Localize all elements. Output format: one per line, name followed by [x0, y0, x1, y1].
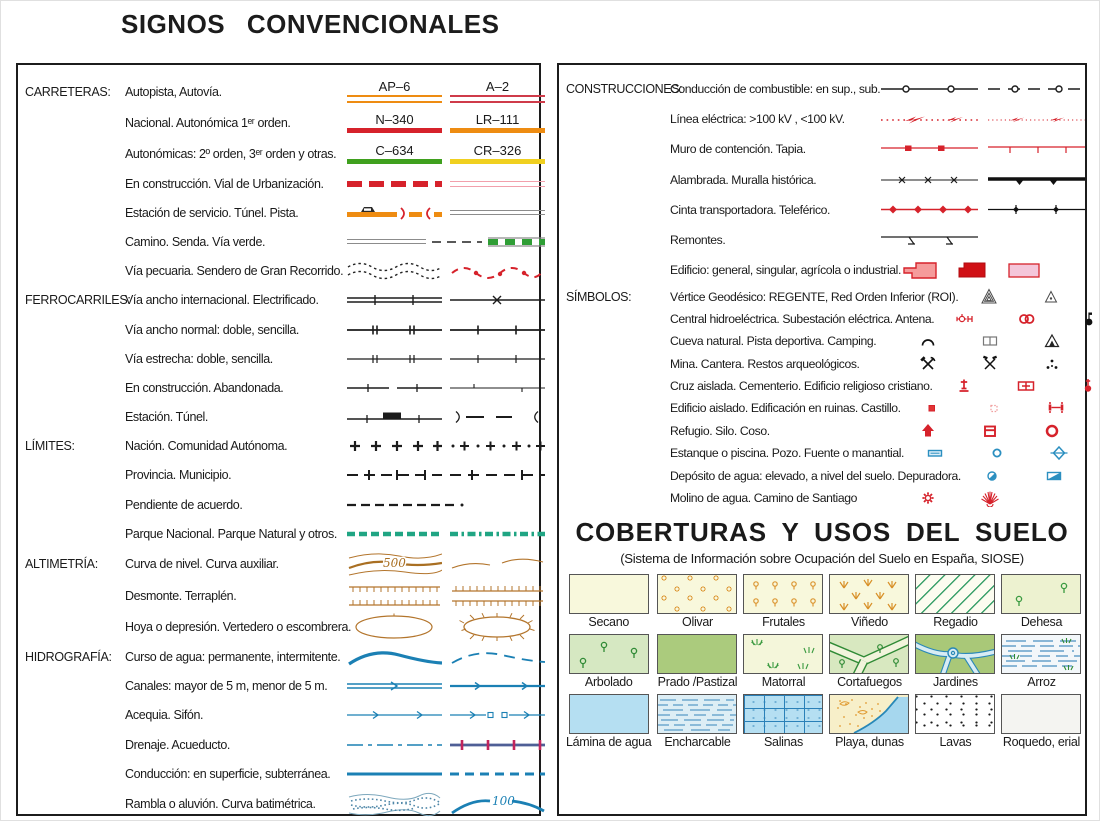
symbol-icons: [934, 310, 1100, 328]
rail-tunnel-line: [450, 410, 545, 424]
mine-icon: [919, 355, 937, 373]
legend-row: [18, 730, 539, 759]
symbol-estacion-tunel-ferro: [347, 410, 545, 424]
symbol-icons: [897, 489, 1085, 507]
pond-icon: [926, 444, 944, 462]
geodesic-vertex-roi-icon: [1042, 288, 1060, 306]
row-description: Provincia. Municipio.: [125, 468, 232, 483]
coberturas-subtitle: (Sistema de Información sobre Ocupación del Suelo en España, SIOSE): [620, 551, 1024, 567]
legend-row: [18, 286, 539, 315]
urbanization-road-line: [450, 181, 545, 187]
intermittent-stream-line: [450, 646, 545, 668]
row-description: Rambla o aluvión. Curva batimétrica.: [125, 797, 316, 812]
land-use-item: [829, 574, 909, 629]
symbol-autonomicas: [347, 144, 545, 164]
narrow-gauge-single-line: [450, 353, 545, 365]
legend-row: [18, 788, 539, 820]
road-ref: AP–6: [378, 79, 411, 94]
dump-symbol: [450, 613, 545, 641]
row-description: Mina. Cantera. Restos arqueológicos.: [670, 356, 860, 371]
row-description: Parque Nacional. Parque Natural y otros.: [125, 526, 337, 541]
road-under-construction-line: [347, 180, 442, 188]
row-description: Vértice Geodésico: REGENTE, Red Orden Inferior (ROI).: [670, 289, 959, 304]
secano-swatch: [569, 574, 649, 614]
matorral-swatch: [743, 634, 823, 674]
road-ref: LR–111: [475, 111, 520, 127]
cortafuegos-swatch: [829, 634, 909, 674]
symbol-muro-tapia: [881, 143, 1085, 155]
substation-icon: [1017, 310, 1037, 328]
bathymetric-contour-line: [450, 791, 545, 817]
road-ref: N–340: [375, 111, 414, 127]
antenna-icon: [1080, 310, 1098, 328]
row-description: Vía pecuaria. Sendero de Gran Recorrido.: [125, 264, 344, 279]
gr-path-line: [450, 261, 545, 281]
wire-fence-line: [881, 174, 978, 186]
land-use-item: [657, 574, 737, 629]
camping-icon: [1043, 332, 1061, 350]
coberturas-title: COBERTURAS Y USOS DEL SUELO: [575, 517, 1069, 548]
aqueduct-line: [450, 738, 545, 752]
symbol-nacional-autonomica1: [347, 113, 545, 133]
regional2-road-line: [347, 159, 442, 164]
watermill-icon: [919, 489, 937, 507]
symbol-curso-agua: [347, 646, 545, 668]
section-label: HIDROGRAFÍA:: [25, 650, 112, 665]
land-use-item: [743, 634, 823, 689]
legend-row: [18, 701, 539, 730]
symbol-icons: [904, 444, 1092, 462]
motorway-line: [347, 95, 442, 103]
row-description: Nacional. Autonómica 1ᵉʳ orden.: [125, 115, 291, 130]
legend-row: [18, 227, 539, 256]
autonomous-community-boundary-line: [450, 438, 545, 454]
legend-row: [559, 375, 1085, 397]
symbol-pecuaria-gr: [347, 261, 545, 281]
symbol-icons: [958, 288, 1100, 306]
ruins-icon: [985, 399, 1003, 417]
encharcable-swatch: [657, 694, 737, 734]
row-description: Nación. Comunidad Autónoma.: [125, 439, 288, 454]
cable-car-line: [988, 203, 1085, 216]
land-use-label: Jardines: [933, 675, 978, 690]
land-use-item: [915, 634, 995, 689]
building-singular-icon: [955, 259, 989, 281]
narrow-gauge-double-line: [347, 353, 442, 365]
land-use-item: [657, 694, 737, 749]
row-description: Desmonte. Terraplén.: [125, 588, 237, 603]
row-description: En construcción. Abandonada.: [125, 380, 284, 395]
row-description: Curva de nivel. Curva auxiliar.: [125, 557, 279, 572]
land-use-item: [829, 694, 909, 749]
legend-row: [559, 285, 1085, 307]
land-use-label: Frutales: [762, 615, 805, 630]
land-use-item: [1001, 634, 1081, 689]
underground-pipe-line: [450, 769, 545, 779]
row-description: Remontes.: [670, 233, 726, 248]
row-description: Estación. Túnel.: [125, 410, 209, 425]
symbol-construccion-vial: [347, 180, 545, 188]
symbol-curvas-nivel: [347, 550, 545, 578]
national-boundary-line: [347, 438, 442, 454]
building-general-icon: [901, 259, 939, 281]
symbol-alambrada-muralla: [881, 174, 1085, 186]
land-use-item: [566, 634, 651, 689]
legend-row: [18, 519, 539, 548]
row-description: Edificio: general, singular, agrícola o industrial.: [670, 263, 901, 278]
acequia-line: [347, 709, 442, 721]
symbol-ferro-construccion: [347, 382, 545, 394]
row-description: Acequia. Sifón.: [125, 708, 204, 723]
bullring-icon: [1043, 422, 1061, 440]
santiago-shell-icon: [980, 489, 1000, 507]
senda-line: [432, 239, 481, 245]
symbol-autopista-autovia: [347, 80, 545, 103]
land-use-item: [657, 634, 737, 689]
legend-row: [18, 611, 539, 642]
playa-dunas-swatch: [829, 694, 909, 734]
row-description: Curso de agua: permanente, intermitente.: [125, 650, 341, 665]
symbol-limite-provincia: [347, 467, 545, 483]
land-use-label: Playa, dunas: [835, 735, 904, 750]
legend-row: [18, 138, 539, 169]
legend-row: [18, 642, 539, 671]
water-tower-icon: [983, 467, 1001, 485]
legend-row: [559, 195, 1085, 225]
legend-row: [559, 464, 1085, 486]
arroz-swatch: [1001, 634, 1081, 674]
symbol-acequia-sifon: [347, 709, 545, 721]
section-label: CARRETERAS:: [25, 84, 111, 99]
symbol-parques: [347, 529, 545, 539]
drainage-line: [347, 739, 442, 751]
land-use-label: Roquedo, erial: [1002, 735, 1081, 750]
row-description: Autonómicas: 2º orden, 3ᵉʳ orden y otras.: [125, 146, 337, 161]
legend-row: [559, 487, 1085, 509]
auxiliary-contour-line: [450, 550, 545, 578]
symbol-icons: [901, 399, 1089, 417]
rail-station-line: [347, 411, 442, 424]
land-use-label: Lámina de agua: [566, 735, 652, 750]
surface-pipe-line: [347, 769, 442, 779]
canal-minor-line: [450, 680, 545, 692]
page-title: SIGNOS CONVENCIONALES: [121, 9, 500, 39]
legend-row: [559, 308, 1085, 330]
castle-icon: [1046, 399, 1066, 417]
land-use-item: [566, 694, 651, 749]
shelter-icon: [919, 422, 937, 440]
land-use-item: [743, 694, 823, 749]
symbol-icons: [897, 422, 1085, 440]
symbol-hoya-vertedero: [347, 613, 545, 641]
legend-row: [18, 344, 539, 373]
legend-row: [559, 397, 1085, 419]
silo-icon: [981, 422, 999, 440]
land-use-label: Olivar: [682, 615, 713, 630]
lamina-agua-swatch: [569, 694, 649, 734]
legend-row: [18, 315, 539, 344]
land-use-label: Viñedo: [851, 615, 888, 630]
symbol-cinta-teleferico: [881, 203, 1085, 216]
spring-icon: [1050, 444, 1068, 462]
row-description: Central hidroeléctrica. Subestación eléctrica. Antena.: [670, 311, 935, 326]
salinas-swatch: [743, 694, 823, 734]
intl-gauge-rail-line: [347, 294, 442, 306]
std-gauge-double-line: [347, 324, 442, 336]
symbol-icons: [933, 377, 1100, 395]
cemetery-icon: [1016, 377, 1036, 395]
land-use-item: [566, 574, 651, 629]
national-park-line: [347, 529, 442, 539]
row-description: Camino. Senda. Vía verde.: [125, 234, 266, 249]
legend-row: [18, 461, 539, 490]
symbol-estacion-tunel-pista: [347, 205, 545, 221]
land-use-label: Dehesa: [1020, 615, 1063, 630]
conveyor-line: [881, 203, 978, 216]
row-description: Vía estrecha: doble, sencilla.: [125, 351, 273, 366]
historic-wall-line: [988, 174, 1085, 186]
symbol-ferro-internacional: [347, 294, 545, 306]
via-pecuaria-line: [347, 261, 442, 281]
siphon-line: [450, 709, 545, 721]
vinedo-swatch: [829, 574, 909, 614]
contour-line: [347, 550, 442, 578]
symbol-camino-senda-viaverde: [347, 237, 545, 247]
isolated-building-icon: [923, 399, 941, 417]
symbol-pendiente-acuerdo: [347, 500, 545, 510]
row-description: Canales: mayor de 5 m, menor de 5 m.: [125, 679, 328, 694]
land-use-label: Prado /Pastizal: [657, 675, 738, 690]
row-description: Vía ancho internacional. Electrificado.: [125, 293, 319, 308]
fuel-pipe-underground-line: [988, 83, 1085, 95]
svg-text:500: 500: [383, 556, 406, 571]
row-description: Cueva natural. Pista deportiva. Camping.: [670, 334, 877, 349]
legend-row: [18, 403, 539, 432]
land-use-label: Salinas: [764, 735, 803, 750]
lavas-swatch: [915, 694, 995, 734]
svg-text:100: 100: [492, 794, 515, 809]
legend-row: [18, 580, 539, 611]
symbol-icons: [897, 355, 1085, 373]
legend-row: [18, 432, 539, 461]
row-description: En construcción. Vial de Urbanización.: [125, 176, 324, 191]
geodesic-vertex-regente-icon: [980, 288, 998, 306]
right-legend-panel: [557, 63, 1087, 816]
province-boundary-line: [347, 467, 442, 483]
electrified-rail-line: [450, 294, 545, 306]
hydro-plant-icon: [956, 310, 974, 328]
left-legend-panel: [16, 63, 541, 816]
legend-row: [559, 352, 1085, 374]
land-use-item: [829, 634, 909, 689]
natural-park-line: [450, 529, 545, 539]
legend-row: [18, 76, 539, 107]
quarry-icon: [981, 355, 999, 373]
regional3-road-line: [450, 159, 545, 164]
section-label: LÍMITES:: [25, 439, 75, 454]
symbol-linea-electrica: [881, 111, 1085, 127]
symbol-icons: [961, 467, 1100, 485]
row-description: Depósito de agua: elevado, a nivel del suelo. Depuradora.: [670, 468, 961, 483]
legend-row: [18, 198, 539, 227]
row-description: Estanque o piscina. Pozo. Fuente o manantial.: [670, 446, 905, 461]
land-use-label: Cortafuegos: [837, 675, 902, 690]
symbol-limite-nacion: [347, 438, 545, 454]
depression-symbol: [347, 613, 442, 641]
legend-row: [559, 330, 1085, 352]
prado-swatch: [657, 634, 737, 674]
row-description: Cruz aislada. Cementerio. Edificio religioso cristiano.: [670, 379, 933, 394]
abandoned-rail-line: [450, 382, 545, 394]
permanent-stream-line: [347, 646, 442, 668]
row-description: Refugio. Silo. Coso.: [670, 423, 770, 438]
section-label: ALTIMETRÍA:: [25, 557, 98, 572]
row-description: Hoya o depresión. Vertedero o escombrera.: [125, 619, 352, 634]
symbol-drenaje-acueducto: [347, 738, 545, 752]
legend-row: [559, 104, 1085, 134]
symbol-canales: [347, 680, 545, 692]
land-use-item: [743, 574, 823, 629]
embankment-symbol: [450, 583, 545, 609]
legend-row: [559, 134, 1085, 164]
symbol-remontes: [881, 233, 1085, 248]
symbol-ferro-normal: [347, 324, 545, 336]
row-description: Estación de servicio. Túnel. Pista.: [125, 205, 299, 220]
land-use-grid: [559, 566, 1085, 749]
water-tank-icon: [1045, 467, 1063, 485]
dehesa-swatch: [1001, 574, 1081, 614]
canal-major-line: [347, 680, 442, 692]
track-pista-line: [450, 210, 545, 215]
olivar-swatch: [657, 574, 737, 614]
row-description: Alambrada. Muralla histórica.: [670, 172, 817, 187]
symbol-icons: [897, 332, 1085, 350]
symbol-combustible: [881, 83, 1085, 95]
symbol-conduccion-agua: [347, 769, 545, 779]
regadio-swatch: [915, 574, 995, 614]
legend-row: [18, 107, 539, 138]
pending-agreement-line: [347, 500, 467, 510]
road-ref: CR–326: [473, 142, 522, 158]
powerline-high-line: [881, 111, 978, 127]
regional1-road-line: [450, 128, 545, 133]
cutting-symbol: [347, 583, 442, 609]
legend-row: [18, 169, 539, 198]
row-description: Molino de agua. Camino de Santiago: [670, 491, 857, 506]
row-description: Cinta transportadora. Teleférico.: [670, 202, 831, 217]
rambla-symbol: [347, 791, 442, 817]
land-use-item: [915, 694, 995, 749]
well-icon: [988, 444, 1006, 462]
ski-lift-line: [881, 233, 978, 248]
section-label: SÍMBOLOS:: [566, 289, 632, 304]
std-gauge-single-line: [450, 324, 545, 336]
row-description: Conducción: en superficie, subterránea.: [125, 766, 331, 781]
land-use-label: Encharcable: [664, 735, 731, 750]
road-ref: C–634: [375, 142, 414, 158]
row-description: Autopista, Autovía.: [125, 84, 222, 99]
frutales-swatch: [743, 574, 823, 614]
legend-row: [559, 420, 1085, 442]
legend-row: [18, 257, 539, 286]
legend-row: [18, 373, 539, 402]
jardines-swatch: [915, 634, 995, 674]
land-use-label: Arroz: [1027, 675, 1056, 690]
row-description: Pendiente de acuerdo.: [125, 497, 243, 512]
cave-icon: [919, 332, 937, 350]
dual-carriageway-line: [450, 95, 545, 103]
land-use-label: Lavas: [939, 735, 972, 750]
row-description: Muro de contención. Tapia.: [670, 142, 806, 157]
land-use-label: Regadio: [933, 615, 978, 630]
sports-court-icon: [981, 332, 999, 350]
legend-row: [18, 759, 539, 788]
symbol-rambla-batimetrica: [347, 791, 545, 817]
arbolado-swatch: [569, 634, 649, 674]
rail-under-construction-line: [347, 382, 442, 394]
row-description: Vía ancho normal: doble, sencilla.: [125, 322, 300, 337]
legend-row: [559, 442, 1085, 464]
retaining-wall-line: [881, 143, 978, 155]
legend-row: [559, 225, 1085, 255]
section-label: FERROCARRILES:: [25, 293, 131, 308]
land-use-item: [915, 574, 995, 629]
roquedo-erial-swatch: [1001, 694, 1081, 734]
land-use-item: [1001, 574, 1081, 629]
building-agro-industrial-icon: [1005, 259, 1043, 281]
legend-row: [18, 548, 539, 580]
land-use-label: Secano: [588, 615, 630, 630]
legend-row: [559, 165, 1085, 195]
fuel-pipe-surface-line: [881, 83, 978, 95]
cross-icon: [955, 377, 973, 395]
land-use-label: Matorral: [761, 675, 806, 690]
legend-row: [18, 490, 539, 519]
land-use-item: [1001, 694, 1081, 749]
row-description: Línea eléctrica: >100 kV , <100 kV.: [670, 112, 845, 127]
row-description: Drenaje. Acueducto.: [125, 737, 230, 752]
symbol-ferro-estrecha: [347, 353, 545, 365]
road-ref: A–2: [485, 79, 510, 94]
tapia-wall-line: [988, 143, 1085, 155]
service-station-tunnel-line: [347, 205, 442, 221]
legend-row: [18, 672, 539, 701]
church-icon: [1079, 377, 1097, 395]
national-road-line: [347, 128, 442, 133]
via-verde-line: [488, 237, 545, 247]
symbol-desmonte-terraplen: [347, 583, 545, 609]
legend-row: [559, 255, 1085, 285]
land-use-label: Arbolado: [584, 675, 633, 690]
symbol-edificios: [901, 259, 1100, 281]
camino-line: [347, 239, 426, 244]
row-description: Conducción de combustible: en sup., sub.: [670, 82, 881, 97]
archaeology-icon: [1043, 355, 1061, 373]
section-label: CONSTRUCCIONES:: [566, 82, 683, 97]
municipality-boundary-line: [450, 467, 545, 483]
powerline-low-line: [988, 111, 1085, 127]
legend-row: [559, 74, 1085, 104]
row-description: Edificio aislado. Edificación en ruinas. Castillo.: [670, 401, 901, 416]
